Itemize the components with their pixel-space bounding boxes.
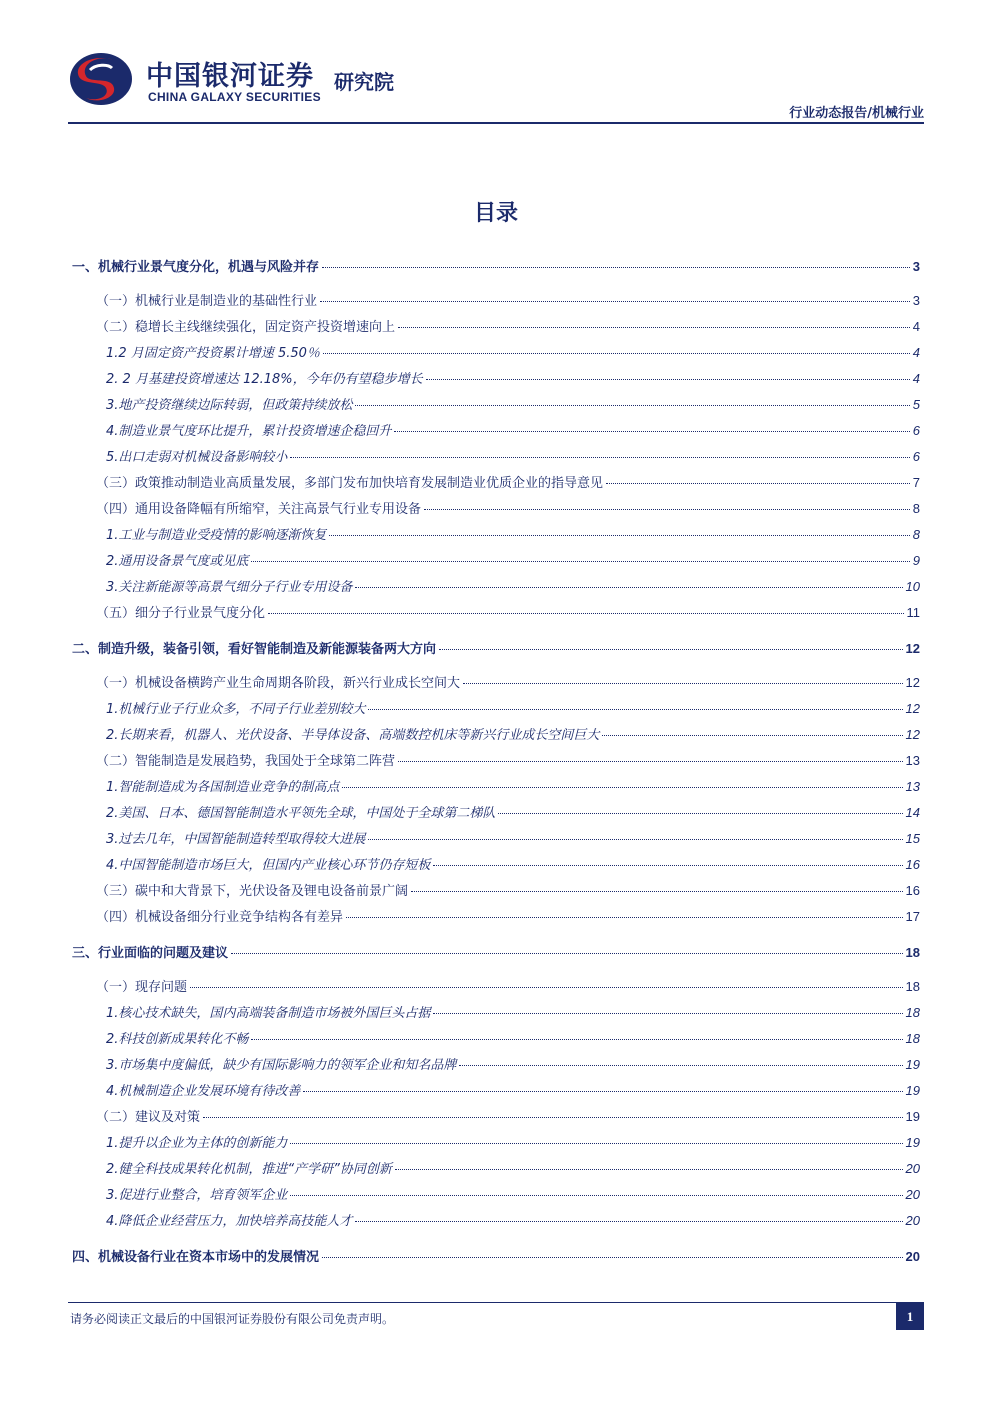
toc-entry-page: 14: [905, 805, 920, 820]
toc-entry-level3[interactable]: [68, 1184, 920, 1203]
toc-dot-leader: [606, 483, 910, 484]
toc-entry-text: 二、制造升级，装备引领，看好智能制造及新能源装备两大方向: [72, 642, 437, 657]
toc-entry-page: 6: [912, 449, 920, 464]
toc-entry-page: 20: [905, 1213, 920, 1228]
toc-entry-page: 12: [905, 701, 920, 716]
toc-entry-level3[interactable]: [68, 1028, 920, 1047]
toc-entry-level3[interactable]: [68, 1132, 920, 1151]
toc-entry-page: 13: [905, 779, 920, 794]
toc-entry-page: 4: [912, 319, 920, 334]
toc-entry-page: 12: [905, 727, 920, 742]
toc-entry-text: 1.核心技术缺失，国内高端装备制造市场被外国巨头占据: [106, 1006, 431, 1021]
toc-entry-text: 4.降低企业经营压力，加快培养高技能人才: [106, 1214, 353, 1229]
toc-entry-level2[interactable]: [68, 750, 920, 769]
toc-entry-text: 2.美国、日本、德国智能制造水平领先全球，中国处于全球第二梯队: [106, 806, 496, 821]
institute-label: 研究院: [334, 70, 394, 94]
toc-entry-level3[interactable]: [68, 394, 920, 413]
toc-entry-text: 2.科技创新成果转化不畅: [106, 1032, 249, 1047]
toc-dot-leader: [290, 457, 909, 458]
toc-entry-level2[interactable]: [68, 290, 920, 309]
toc-title: 目录: [473, 201, 518, 226]
toc-entry-page: 20: [905, 1187, 920, 1202]
toc-entry-page: 4: [912, 371, 920, 386]
toc-entry-text: 3.促进行业整合，培育领军企业: [106, 1188, 288, 1203]
toc-entry-level3[interactable]: [68, 776, 920, 795]
toc-dot-leader: [355, 587, 902, 588]
toc-entry-text: 一、机械行业景气度分化，机遇与风险并存: [72, 260, 320, 275]
toc-entry-text: 2.通用设备景气度或见底: [106, 554, 249, 569]
toc-entry-text: （二）智能制造是发展趋势，我国处于全球第二阵营: [96, 754, 396, 769]
toc-entry-text: （四）通用设备降幅有所缩窄，关注高景气行业专用设备: [96, 502, 422, 517]
toc-dot-leader: [433, 1013, 902, 1014]
toc-entry-level1[interactable]: [68, 942, 920, 961]
toc-entry-text: （二）稳增长主线继续强化，固定资产投资增速向上: [96, 320, 396, 335]
toc-entry-page: 17: [905, 909, 920, 924]
toc-dot-leader: [303, 1091, 902, 1092]
toc-entry-level3[interactable]: [68, 342, 920, 361]
toc-entry-page: 19: [905, 1057, 920, 1072]
toc-entry-page: 16: [905, 857, 920, 872]
toc-entry-page: 18: [905, 945, 920, 960]
toc-entry-level3[interactable]: [68, 698, 920, 717]
toc-entry-text: 4.机械制造企业发展环境有待改善: [106, 1084, 301, 1099]
toc-entry-text: 3.市场集中度偏低，缺少有国际影响力的领军企业和知名品牌: [106, 1058, 457, 1073]
toc-dot-leader: [439, 649, 903, 650]
toc-entry-text: （一）现存问题: [96, 980, 188, 995]
toc-dot-leader: [231, 953, 903, 954]
toc-entry-page: 16: [905, 883, 920, 898]
toc-entry-level3[interactable]: [68, 524, 920, 543]
toc-entry-level2[interactable]: [68, 602, 920, 621]
toc-dot-leader: [368, 839, 902, 840]
toc-entry-page: 15: [905, 831, 920, 846]
toc-entry-text: 4.制造业景气度环比提升，累计投资增速企稳回升: [106, 424, 392, 439]
toc-entry-level3[interactable]: [68, 1210, 920, 1229]
toc-entry-text: 三、行业面临的问题及建议: [72, 946, 229, 961]
disclaimer-notice: 请务必阅读正文最后的中国银河证券股份有限公司免责声明。: [70, 1312, 395, 1326]
toc-entry-level3[interactable]: [68, 828, 920, 847]
toc-dot-leader: [290, 1143, 902, 1144]
toc-entry-level1[interactable]: [68, 638, 920, 657]
toc-entry-text: 3.关注新能源等高景气细分子行业专用设备: [106, 580, 353, 595]
toc-dot-leader: [433, 865, 902, 866]
toc-entry-page: 18: [905, 1005, 920, 1020]
toc-dot-leader: [426, 379, 910, 380]
toc-dot-leader: [268, 613, 903, 614]
toc-dot-leader: [411, 891, 903, 892]
toc-entry-level3[interactable]: [68, 854, 920, 873]
toc-dot-leader: [602, 735, 902, 736]
toc-entry-text: 1.工业与制造业受疫情的影响逐渐恢复: [106, 528, 327, 543]
toc-dot-leader: [355, 405, 909, 406]
toc-entry-text: 2. 2 月基建投资增速达 12.18%，今年仍有望稳步增长: [106, 372, 423, 387]
toc-entry-page: 3: [912, 293, 920, 308]
toc-dot-leader: [320, 301, 910, 302]
toc-entry-text: 3.地产投资继续边际转弱，但政策持续放松: [106, 398, 353, 413]
toc-entry-page: 6: [912, 423, 920, 438]
toc-entry-level2[interactable]: [68, 316, 920, 335]
toc-entry-text: 3.过去几年，中国智能制造转型取得较大进展: [106, 832, 366, 847]
report-type: 行业动态报告/机械行业: [789, 106, 924, 121]
toc-entry-level2[interactable]: [68, 976, 920, 995]
toc-entry-text: （三）政策推动制造业高质量发展，多部门发布加快培育发展制造业优质企业的指导意见: [96, 476, 604, 491]
toc-entry-level3[interactable]: [68, 576, 920, 595]
toc-entry-page: 20: [905, 1161, 920, 1176]
toc-entry-level3[interactable]: [68, 550, 920, 569]
toc-dot-leader: [498, 813, 902, 814]
toc-entry-text: 4.中国智能制造市场巨大，但国内产业核心环节仍存短板: [106, 858, 431, 873]
toc-entry-level2[interactable]: [68, 672, 920, 691]
brand-name-cn: 中国银河证券: [146, 61, 314, 92]
toc-entry-page: 12: [905, 675, 920, 690]
toc-entry-level3[interactable]: [68, 802, 920, 821]
header-divider: [68, 122, 924, 124]
toc-entry-text: 5.出口走弱对机械设备影响较小: [106, 450, 288, 465]
toc-entry-level3[interactable]: [68, 724, 920, 743]
toc-entry-page: 18: [905, 1031, 920, 1046]
toc-entry-page: 11: [906, 605, 920, 620]
toc-entry-level3[interactable]: [68, 1054, 920, 1073]
toc-dot-leader: [424, 509, 910, 510]
toc-entry-level2[interactable]: [68, 1106, 920, 1125]
toc-entry-page: 19: [905, 1135, 920, 1150]
toc-entry-level3[interactable]: [68, 368, 920, 387]
toc-entry-page: 9: [912, 553, 920, 568]
galaxy-logo-icon: [68, 50, 134, 108]
toc-entry-text: 1.机械行业子行业众多，不同子行业差别较大: [106, 702, 366, 717]
toc-entry-text: （二）建议及对策: [96, 1110, 201, 1125]
toc-entry-text: 1.智能制造成为各国制造业竞争的制高点: [106, 780, 340, 795]
toc-dot-leader: [463, 683, 903, 684]
toc-entry-page: 8: [912, 501, 920, 516]
toc-entry-page: 13: [905, 753, 920, 768]
toc-entry-page: 18: [905, 979, 920, 994]
toc-entry-text: 四、机械设备行业在资本市场中的发展情况: [72, 1250, 320, 1265]
toc-entry-level3[interactable]: [68, 1080, 920, 1099]
toc-entry-text: （三）碳中和大背景下，光伏设备及锂电设备前景广阔: [96, 884, 409, 899]
toc-dot-leader: [190, 987, 903, 988]
toc-dot-leader: [329, 535, 909, 536]
toc-entry-page: 10: [905, 579, 920, 594]
toc-dot-leader: [395, 1169, 903, 1170]
toc-entry-level3[interactable]: [68, 446, 920, 465]
toc-dot-leader: [251, 1039, 902, 1040]
toc-dot-leader: [322, 1257, 903, 1258]
toc-dot-leader: [346, 917, 903, 918]
toc-entry-page: 8: [912, 527, 920, 542]
toc-entry-level2[interactable]: [68, 472, 920, 491]
toc-entry-level2[interactable]: [68, 498, 920, 517]
toc-entry-text: 2.长期来看，机器人、光伏设备、半导体设备、高端数控机床等新兴行业成长空间巨大: [106, 728, 600, 743]
toc-dot-leader: [355, 1221, 902, 1222]
toc-entry-page: 5: [912, 397, 920, 412]
toc-entry-page: 4: [912, 345, 920, 360]
toc-entry-text: （一）机械设备横跨产业生命周期各阶段，新兴行业成长空间大: [96, 676, 461, 691]
toc-dot-leader: [368, 709, 902, 710]
toc-dot-leader: [398, 327, 910, 328]
toc-dot-leader: [251, 561, 909, 562]
toc-entry-level1[interactable]: [68, 1246, 920, 1265]
toc-entry-level2[interactable]: [68, 880, 920, 899]
brand-name-en: CHINA GALAXY SECURITIES: [148, 90, 321, 104]
page-number: 1: [896, 1303, 924, 1330]
toc-entry-text: （一）机械行业是制造业的基础性行业: [96, 294, 318, 309]
toc-dot-leader: [323, 353, 910, 354]
toc-entry-page: 19: [905, 1083, 920, 1098]
toc-entry-level3[interactable]: [68, 1002, 920, 1021]
toc-dot-leader: [290, 1195, 902, 1196]
toc-entry-text: 2.健全科技成果转化机制，推进“产学研”协同创新: [106, 1162, 392, 1177]
footer-divider: [68, 1302, 924, 1303]
toc-entry-page: 19: [905, 1109, 920, 1124]
toc-dot-leader: [342, 787, 902, 788]
toc-entry-page: 20: [905, 1249, 920, 1264]
toc-entry-page: 3: [912, 259, 920, 274]
toc-dot-leader: [394, 431, 909, 432]
toc-entry-level3[interactable]: [68, 420, 920, 439]
toc-dot-leader: [398, 761, 903, 762]
toc-dot-leader: [459, 1065, 902, 1066]
page-header: [68, 44, 924, 124]
toc-entry-level2[interactable]: [68, 906, 920, 925]
toc-entry-text: （四）机械设备细分行业竞争结构各有差异: [96, 910, 344, 925]
toc-entry-level1[interactable]: [68, 256, 920, 275]
toc-entry-level3[interactable]: [68, 1158, 920, 1177]
toc-entry-page: 7: [912, 475, 920, 490]
toc-entry-text: 1.提升以企业为主体的创新能力: [106, 1136, 288, 1151]
toc-entry-text: （五）细分子行业景气度分化: [96, 606, 266, 621]
toc-entry-text: 1.2 月固定资产投资累计增速 5.50％: [106, 346, 320, 361]
toc-dot-leader: [203, 1117, 903, 1118]
toc-dot-leader: [322, 267, 910, 268]
toc-entry-page: 12: [905, 641, 920, 656]
